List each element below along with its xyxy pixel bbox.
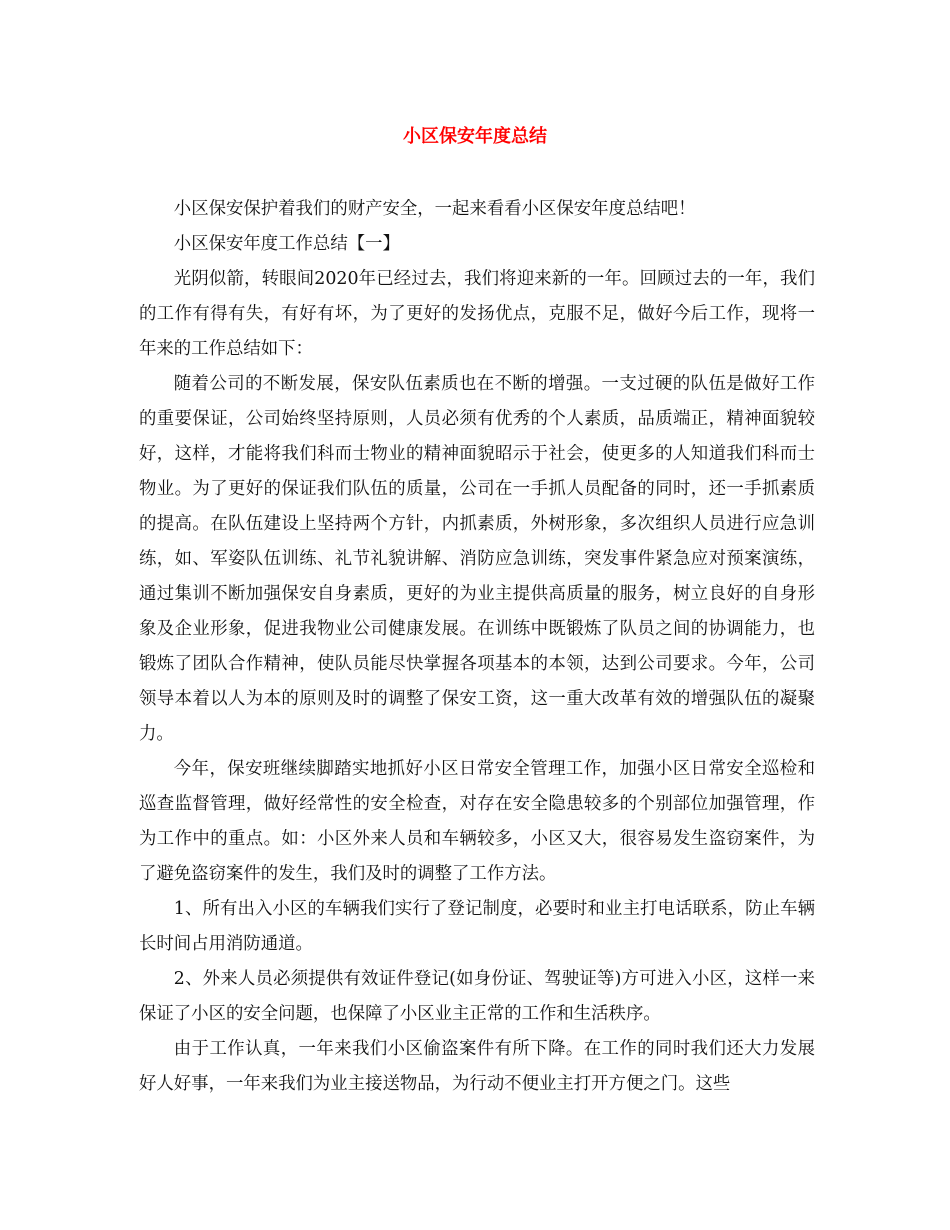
section-heading: 小区保安年度工作总结【一】	[173, 234, 400, 254]
body-paragraph: 由于工作认真，一年来我们小区偷盗案件有所下降。在工作的同时我们还大力发展好人好事，一年来我们为业主接送物品，为行动不便业主打开方便之门。这些	[139, 1039, 815, 1094]
document-title: 小区保安年度总结	[403, 126, 547, 147]
list-item-paragraph: 2、外来人员必须提供有效证件登记(如身份证、驾驶证等)方可进入小区，这样一来保证了小区的安全问题，也保障了小区业主正常的工作和生活秩序。	[139, 969, 815, 1024]
intro-paragraph: 小区保安保护着我们的财产安全，一起来看看小区保安年度总结吧！	[173, 199, 696, 219]
body-paragraph: 今年，保安班继续脚踏实地抓好小区日常安全管理工作，加强小区日常安全巡检和巡查监督管理，做好经常性的安全检查，对存在安全隐患较多的个别部位加强管理，作为工作中的重点。如：小区外来人员和车辆较多，小区又大，很容易发生盗窃案件，为了避免盗窃案件的发生，我们及时的调整了工作方法。	[139, 759, 815, 884]
list-item-paragraph: 1、所有出入小区的车辆我们实行了登记制度，必要时和业主打电话联系，防止车辆长时间占用消防通道。	[139, 899, 815, 954]
body-paragraph: 光阴似箭，转眼间2020年已经过去，我们将迎来新的一年。回顾过去的一年，我们的工作有得有失，有好有坏，为了更好的发扬优点，克服不足，做好今后工作，现将一年来的工作总结如下：	[139, 269, 815, 359]
body-paragraph: 随着公司的不断发展，保安队伍素质也在不断的增强。一支过硬的队伍是做好工作的重要保证，公司始终坚持原则，人员必须有优秀的个人素质，品质端正，精神面貌较好，这样，才能将我们科而士物业的精神面貌昭示于社会，使更多的人知道我们科而士物业。为了更好的保证我们队伍的质量，公司在一手抓人员配备的同时，还一手抓素质的提高。在队伍建设上坚持两个方针，内抓素质，外树形象，多次组织人员进行应急训练，如、军姿队伍训练、礼节礼貌讲解、消防应急训练，突发事件紧急应对预案演练，通过集训不断加强保安自身素质，更好的为业主提供高质量的服务，树立良好的自身形象及企业形象，促进我物业公司健康发展。在训练中既锻炼了队员之间的协调能力，也锻炼了团队合作精神，使队员能尽快掌握各项基本的本领，达到公司要求。今年，公司领导本着以人为本的原则及时的调整了保安工资，这一重大改革有效的增强队伍的凝聚力。	[139, 374, 815, 744]
document-body	[139, 192, 815, 1102]
